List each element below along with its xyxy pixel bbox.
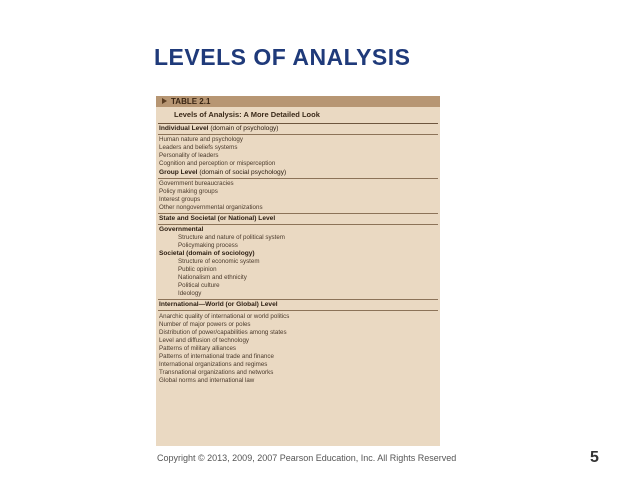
list-item: Structure and nature of political system bbox=[178, 234, 285, 241]
list-item: Leaders and beliefs systems bbox=[159, 144, 238, 151]
governmental-heading: Governmental bbox=[159, 226, 204, 233]
individual-level-heading: Individual Level (domain of psychology) bbox=[159, 125, 279, 132]
divider bbox=[158, 299, 438, 300]
list-item: Policymaking process bbox=[178, 242, 238, 249]
list-item: Other nongovernmental organizations bbox=[159, 204, 263, 211]
list-item: Ideology bbox=[178, 290, 202, 297]
list-item: Government bureaucracies bbox=[159, 180, 234, 187]
group-level-heading: Group Level (domain of social psychology) bbox=[159, 169, 287, 176]
divider bbox=[158, 213, 438, 214]
divider bbox=[158, 224, 438, 225]
list-item: Level and diffusion of technology bbox=[159, 337, 250, 344]
page-number: 5 bbox=[590, 449, 599, 466]
list-item: Patterns of international trade and finance bbox=[159, 353, 274, 360]
list-item: Number of major powers or poles bbox=[159, 321, 251, 328]
divider bbox=[158, 134, 438, 135]
divider bbox=[158, 123, 438, 124]
list-item: Interest groups bbox=[159, 196, 201, 203]
list-item: Distribution of power/capabilities among states bbox=[159, 329, 287, 336]
list-item: Political culture bbox=[178, 282, 220, 289]
divider bbox=[158, 310, 438, 311]
international-level-heading: International—World (or Global) Level bbox=[159, 301, 278, 308]
arrow-icon bbox=[162, 98, 167, 104]
list-item: Patterns of military alliances bbox=[159, 345, 237, 352]
list-item: Personality of leaders bbox=[159, 152, 219, 159]
state-level-heading: State and Societal (or National) Level bbox=[159, 215, 276, 222]
table-tag-label: TABLE 2.1 bbox=[171, 97, 211, 106]
list-item: Transnational organizations and networks bbox=[159, 369, 274, 376]
list-item: Human nature and psychology bbox=[159, 136, 243, 143]
list-item: International organizations and regimes bbox=[159, 361, 268, 368]
table-caption: Levels of Analysis: A More Detailed Look bbox=[174, 110, 320, 119]
list-item: Anarchic quality of international or world politics bbox=[159, 313, 290, 320]
list-item: Cognition and perception or misperception bbox=[159, 160, 276, 167]
copyright-notice: Copyright © 2013, 2009, 2007 Pearson Education, Inc. All Rights Reserved bbox=[157, 453, 457, 463]
divider bbox=[158, 178, 438, 179]
slide-title: LEVELS OF ANALYSIS bbox=[154, 44, 411, 70]
table-2-1 bbox=[156, 96, 440, 446]
list-item: Nationalism and ethnicity bbox=[178, 274, 247, 281]
list-item: Global norms and international law bbox=[159, 377, 255, 384]
societal-heading: Societal (domain of sociology) bbox=[159, 250, 255, 257]
table-tag bbox=[156, 96, 440, 107]
list-item: Public opinion bbox=[178, 266, 217, 273]
list-item: Policy making groups bbox=[159, 188, 218, 195]
list-item: Structure of economic system bbox=[178, 258, 260, 265]
